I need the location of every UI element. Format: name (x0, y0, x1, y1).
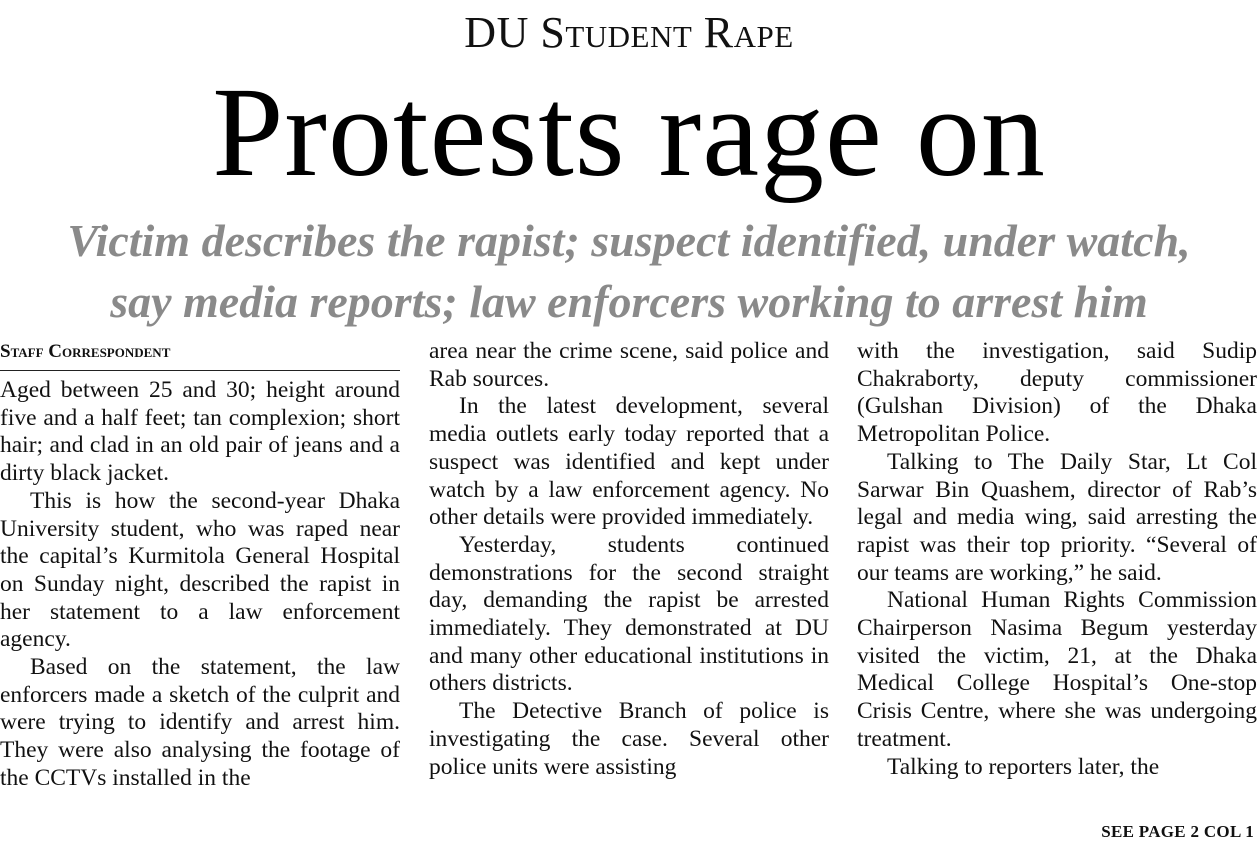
paragraph: area near the crime scene, said police and Rab sources. (429, 338, 829, 392)
article-column-3 (857, 338, 1257, 781)
paragraph: In the latest development, several media outlets early today reported that a suspect was identified and kept under watch by a law enforcement agency. No other details were provided immediately. (429, 393, 829, 531)
deck-line-1: Victim describes the rapist; suspect identified, under watch, (67, 215, 1191, 266)
article-column-1 (0, 338, 400, 793)
kicker: DU Student Rape (464, 8, 794, 57)
article-column-2 (429, 338, 829, 781)
deck-line-2: say media reports; law enforcers working to arrest him (110, 276, 1148, 327)
headline: Protests rage on (212, 61, 1046, 203)
paragraph: with the investigation, said Sudip Chakraborty, deputy commissioner (Gulshan Division) of the Dhaka Metropolitan Police. (857, 338, 1257, 448)
paragraph: This is how the second-year Dhaka University student, who was raped near the capital’s Kurmitola General Hospital on Sunday night, described the rapist in her statement to a law enforcement agency. (0, 487, 400, 653)
paragraph: The Detective Branch of police is investigating the case. Several other police units were assisting (429, 698, 829, 780)
paragraph: National Human Rights Commission Chairperson Nasima Begum yesterday visited the victim, 21, at the Dhaka Medical College Hospital’s One-stop Crisis Centre, where she was undergoing treatment. (857, 587, 1257, 752)
byline: Staff Correspondent (0, 338, 400, 371)
paragraph: Yesterday, students continued demonstrations for the second straight day, demanding the rapist be arrested immediately. They demonstrated at DU and many other educational institutions in others districts. (429, 531, 829, 697)
jump-line: SEE PAGE 2 COL 1 (1101, 822, 1254, 841)
paragraph: Based on the statement, the law enforcers made a sketch of the culprit and were trying to identify and arrest him. They were also analysing the footage of the CCTVs installed in the (0, 654, 400, 791)
deck (0, 210, 1258, 332)
paragraph: Talking to reporters later, the (887, 753, 1160, 780)
paragraph: Aged between 25 and 30; height around five and a half feet; tan complexion; short hair; and clad in an old pair of jeans and a dirty black jacket. (0, 377, 400, 487)
paragraph: Talking to The Daily Star, Lt Col Sarwar Bin Quashem, director of Rab’s legal and media wing, said arresting the rapist was their top priority. “Several of our teams are working,” he said. (857, 448, 1257, 586)
